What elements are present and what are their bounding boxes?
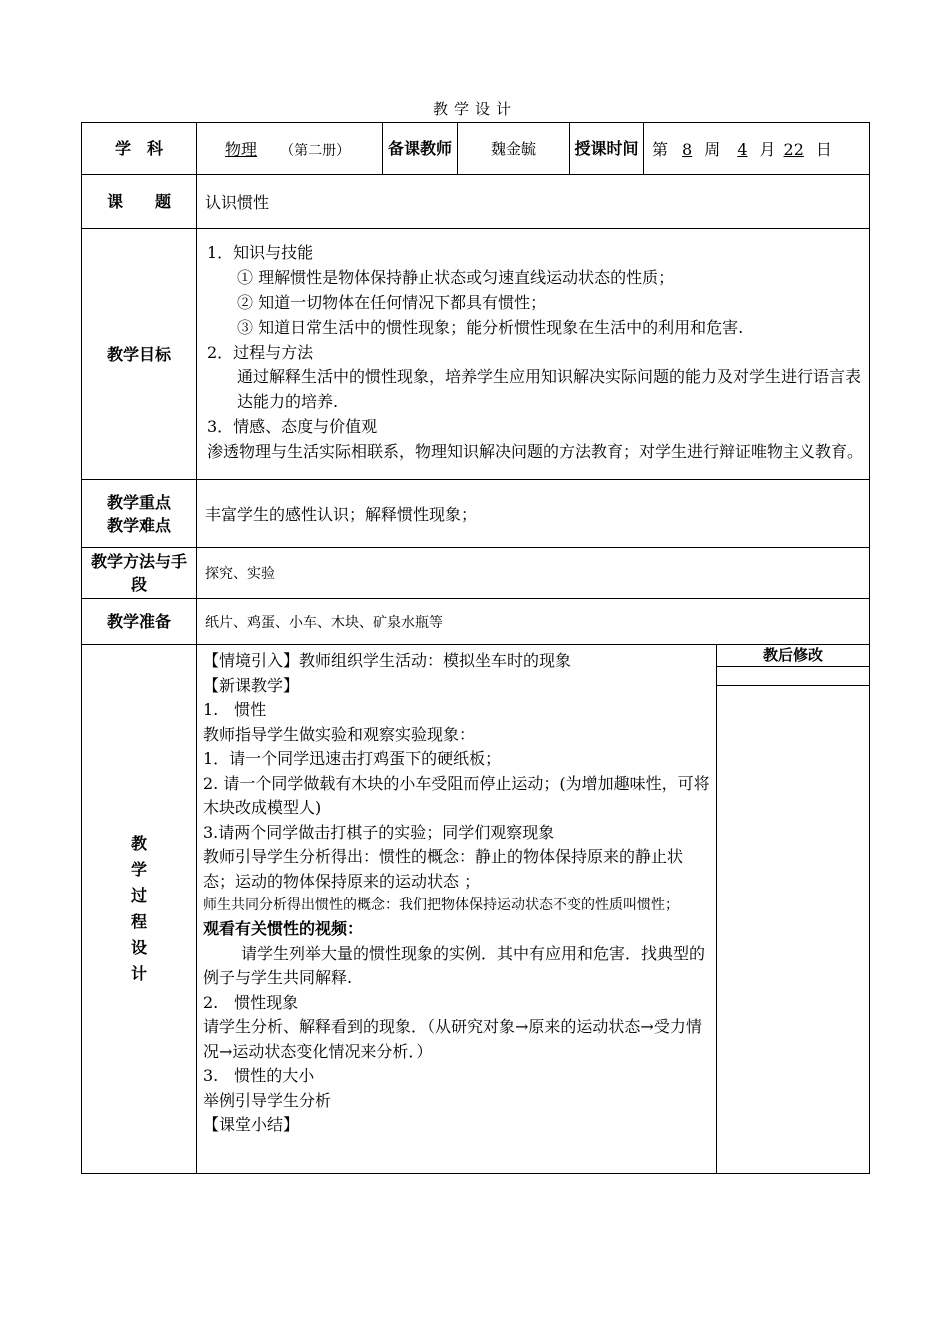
process-line: 2. 请一个同学做载有木块的小车受阻而停止运动；(为增加趣味性，可将木块改成模型人) xyxy=(203,773,710,817)
goal-line: ② 知道一切物体在任何情况下都具有惯性； xyxy=(237,293,547,312)
focus-value: 丰富学生的感性认识；解释惯性现象； xyxy=(197,480,870,548)
time-week-prefix: 第 xyxy=(652,140,669,159)
revision-header: 教后修改 xyxy=(717,645,869,667)
time-day-unit: 日 xyxy=(815,140,832,159)
teach-time-label: 授课时间 xyxy=(570,123,644,175)
focus-label xyxy=(82,480,197,548)
process-line: 【情境引入】教师组织学生活动：模拟坐车时的现象 xyxy=(203,651,572,670)
goal-line: 1．知识与技能 xyxy=(207,243,314,263)
lesson-plan-table xyxy=(81,122,870,1174)
process-line: 教师引导学生分析得出：惯性的概念：静止的物体保持原来的静止状态；运动的物体保持原来的运动状态 ； xyxy=(203,847,684,891)
process-line: 师生共同分析得出惯性的概念：我们把物体保持运动状态不变的性质叫惯性； xyxy=(203,897,679,913)
process-line: 2. 惯性现象 xyxy=(203,992,299,1012)
process-label-char: 计 xyxy=(130,964,147,983)
method-label: 教学方法与手段 xyxy=(82,548,197,599)
goal-line: 渗透物理与生活实际相联系，物理知识解决问题的方法教育；对学生进行辩证唯物主义教育。 xyxy=(207,441,864,461)
process-line: 【新课教学】 xyxy=(203,675,300,695)
prep-label: 教学准备 xyxy=(82,599,197,645)
process-line: 举例引导学生分析 xyxy=(203,1090,332,1110)
process-line: 教师指导学生做实验和观察实验现象： xyxy=(203,724,476,744)
prep-row xyxy=(82,599,870,645)
goals-content xyxy=(197,229,870,480)
goal-line: ① 理解惯性是物体保持静止状态或匀速直线运动状态的性质； xyxy=(237,268,675,288)
method-row xyxy=(82,548,870,599)
process-content xyxy=(197,645,717,1173)
header-row xyxy=(82,123,870,175)
revision-column xyxy=(717,645,869,1173)
topic-value: 认识惯性 xyxy=(197,175,870,229)
subject-cell xyxy=(197,123,383,175)
process-label-char: 学 xyxy=(130,860,147,879)
prep-teacher-label: 备课教师 xyxy=(383,123,458,175)
focus-row xyxy=(82,480,870,548)
goal-line: 通过解释生活中的惯性现象，培养学生应用知识解决实际问题的能力及对学生进行语言表达能力的培养. xyxy=(237,367,862,412)
focus-label-line1: 教学重点 xyxy=(106,492,171,512)
time-month: 4 xyxy=(737,140,748,159)
time-week: 8 xyxy=(682,140,693,159)
goal-line: 3．情感、态度与价值观 xyxy=(207,416,378,436)
prep-teacher-value: 魏金毓 xyxy=(458,123,570,175)
process-label-char: 教 xyxy=(130,834,147,853)
goals-label: 教学目标 xyxy=(82,229,197,480)
method-value: 探究、实验 xyxy=(197,548,870,599)
subject-book: （第二册） xyxy=(280,143,351,159)
process-line: 3. 惯性的大小 xyxy=(203,1066,315,1085)
process-line: 请学生列举大量的惯性现象的实例．其中有应用和危害．找典型的例子与学生共同解释. xyxy=(203,943,706,987)
subject-value: 物理 xyxy=(225,140,258,159)
process-line: 3.请两个同学做击打棋子的实验；同学们观察现象 xyxy=(203,822,555,842)
topic-label: 课 题 xyxy=(82,175,197,229)
process-label xyxy=(82,645,197,1174)
process-line: 请学生分析、解释看到的现象．（从研究对象→原来的运动状态→受力情况→运动状态变化情况来分析．） xyxy=(203,1017,702,1061)
topic-row xyxy=(82,175,870,229)
process-line: 1. 惯性 xyxy=(203,700,267,719)
goals-row xyxy=(82,229,870,480)
subject-label: 学 科 xyxy=(82,123,197,175)
process-cell xyxy=(197,645,870,1174)
process-label-char: 设 xyxy=(130,938,147,957)
revision-blank-row xyxy=(717,667,869,686)
process-line: 【课堂小结】 xyxy=(203,1115,300,1134)
prep-value: 纸片、鸡蛋、小车、木块、矿泉水瓶等 xyxy=(197,599,870,645)
focus-label-line2: 教学难点 xyxy=(106,515,171,535)
process-line: 1．请一个同学迅速击打鸡蛋下的硬纸板； xyxy=(203,749,502,768)
goal-line: 2．过程与方法 xyxy=(207,342,314,362)
process-label-char: 程 xyxy=(130,912,147,931)
process-line-heading: 观看有关惯性的视频： xyxy=(203,919,364,938)
teach-time-value xyxy=(644,123,870,175)
time-day: 22 xyxy=(783,140,804,159)
document-title: 教学设计 xyxy=(432,100,517,118)
process-label-char: 过 xyxy=(130,886,147,905)
goal-line: ③ 知道日常生活中的惯性现象；能分析惯性现象在生活中的利用和危害. xyxy=(237,317,744,337)
time-week-unit: 周 xyxy=(704,140,721,159)
process-row xyxy=(82,645,870,1174)
time-month-unit: 月 xyxy=(759,140,776,159)
